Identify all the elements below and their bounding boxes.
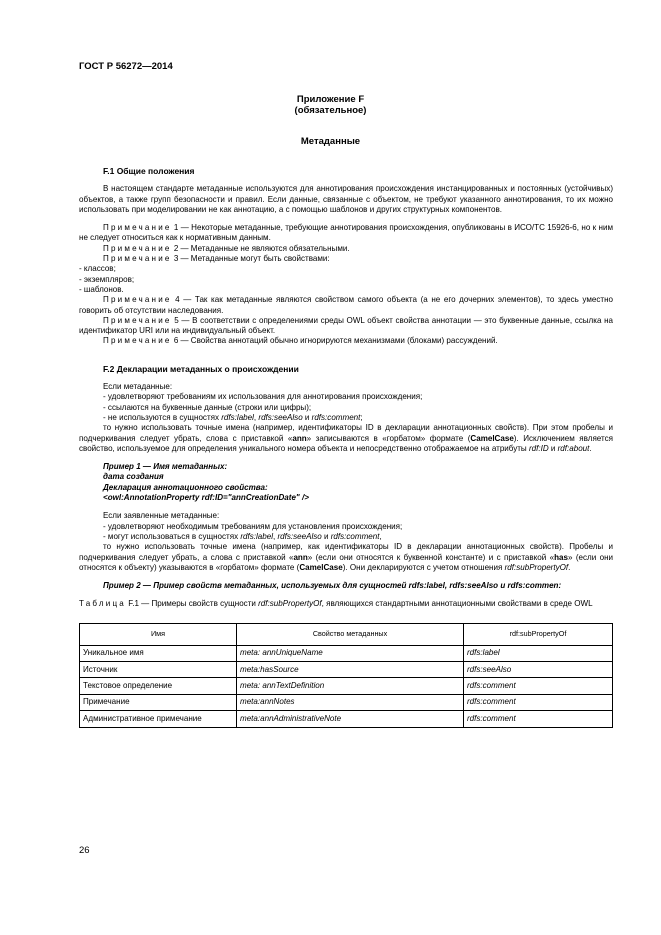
table-row: [80, 678, 613, 694]
note: [79, 254, 613, 264]
example-line: дата создания: [103, 472, 164, 482]
table-cell: Источник: [80, 662, 237, 678]
table-cell: Примечание: [80, 694, 237, 710]
paragraph: то нужно использовать точные имена (например, как идентификаторы ID в декларации аннотационных свойств). Пробелы и подчеркивания следует убрать, а слова с приставкой «ann» (если они относятся к буквенной константе) и с приставкой «has» (если они относятся к объекту) указываются в «горбатом» формате (CamelCase). Они декларируются с учетом отношения rdf:subPropertyOf.: [79, 542, 614, 572]
paragraph: Если заявленные метаданные:: [103, 511, 220, 521]
table-cell: rdfs:comment: [464, 711, 613, 727]
section-title: F.1 Общие положения: [103, 166, 195, 176]
column-header: rdf:subPropertyOf: [464, 623, 613, 645]
example-line: <owl:AnnotationProperty rdf:ID="annCreationDate" />: [103, 493, 309, 503]
note-text: 1 — Некоторые метаданные, требующие аннотирования происхождения, опубликованы в ИСО/ТС 15926-6, но к ним не следует относиться как к нормативным данным.: [79, 223, 613, 243]
column-header: Свойство метаданных: [237, 623, 464, 645]
list-item: - классов;: [79, 264, 116, 274]
list-item: - экземпляров;: [79, 274, 135, 284]
paragraph: то нужно использовать точные имена (например, идентификаторы ID в декларации аннотационных свойств). При этом пробелы и подчеркивания следует убрать, слова с приставкой «ann» записываются в «горбатом» формате (CamelCase). Исключением является свойство, используемое для определения уникального номера объекта и непосредственно отображаемое на атрибуты rdf:ID и rdf:about.: [79, 423, 613, 453]
list-item: - не используются в сущностях rdfs:label, rdfs:seeAlso и rdfs:comment;: [103, 412, 363, 422]
note-label: Примечание: [103, 315, 172, 325]
note: [79, 244, 613, 254]
example-line: Декларация аннотационного свойства:: [103, 482, 268, 492]
metadata-table: [79, 623, 613, 728]
list-item: - ссылаются на буквенные данные (строки или цифры);: [103, 402, 312, 412]
note-label: Примечание: [103, 254, 172, 264]
table-cell: meta:hasSource: [237, 662, 464, 678]
paragraph: Если метаданные:: [103, 382, 173, 392]
list-item: - шаблонов.: [79, 284, 124, 294]
table-cell: rdfs:comment: [464, 694, 613, 710]
paragraph: В настоящем стандарте метаданные используются для аннотирования происхождения инстанцированных и постоянных (устойчивых) объектов, а также групп безопасности и правил. Если данные, связанные с объектом, не требуют указанного аннотирования, то их можно использовать при моделировании не как аннотацию, а с помощью шаблонов и других структурных компонентов.: [79, 184, 613, 214]
table-cell: Текстовое определение: [80, 678, 237, 694]
annex-title: Приложение F: [296, 94, 365, 105]
list-item: - могут использоваться в сущностях rdfs:label, rdfs:seeAlso и rdfs:comment,: [103, 531, 382, 541]
note-text: 2 — Метаданные не являются обязательными.: [171, 243, 350, 253]
list-item: - удовлетворяют требованиям их использования для аннотирования происхождения;: [103, 392, 423, 402]
table-cell: meta: annTextDefinition: [237, 678, 464, 694]
note-text: 3 — Метаданные могут быть свойствами:: [171, 254, 330, 264]
body-text: [79, 166, 613, 728]
note-text: 4 — Так как метаданные являются свойством самого объекта (а не его дочерних элементов), то здесь уместно говорить об отсутствии наследования.: [79, 295, 613, 315]
annex-heading: Метаданные: [300, 136, 361, 147]
example-line: Пример 1 — Имя метаданных:: [103, 462, 228, 472]
example-2: Пример 2 — Пример свойств метаданных, используемых для сущностей rdfs:label, rdfs:seeAlso и rdfs:commen:: [103, 581, 562, 591]
note-text: 6 — Свойства аннотаций обычно игнорируются механизмами (блоками) рассуждений.: [171, 336, 498, 346]
note-label: Примечание: [103, 295, 172, 305]
table-cell: rdfs:label: [464, 645, 613, 661]
table-caption: Таблица F.1 — Примеры свойств сущности rdf:subPropertyOf, являющихся стандартными аннотационными свойствами в среде OWL: [79, 599, 593, 609]
table-cell: rdfs:comment: [464, 678, 613, 694]
table-row: [80, 694, 613, 710]
note: [79, 336, 613, 346]
table-cell: Административное примечание: [80, 711, 237, 727]
note-label: Примечание: [103, 243, 172, 253]
table-cell: rdfs:seeAlso: [464, 662, 613, 678]
note: [79, 295, 613, 316]
annex-subtitle: (обязательное): [294, 105, 367, 116]
table-row: [80, 711, 613, 727]
note: [79, 316, 613, 337]
note-text: 5 — В соответствии с определениями среды OWL объект свойства аннотации — это буквенные данные, ссылка на идентификатор URI или на индивидуальный объект.: [79, 315, 613, 336]
table-cell: meta:annAdministrativeNote: [237, 711, 464, 727]
table-header-row: [80, 623, 613, 645]
column-header: Имя: [80, 623, 237, 645]
table-row: [80, 662, 613, 678]
table-cell: meta:annNotes: [237, 694, 464, 710]
table-cell: meta: annUniqueName: [237, 645, 464, 661]
table-cell: Уникальное имя: [80, 645, 237, 661]
note-label: Примечание: [103, 336, 172, 346]
page-number: 26: [79, 845, 90, 856]
note: [79, 223, 613, 244]
standard-code: ГОСТ Р 56272—2014: [79, 61, 173, 72]
list-item: - удовлетворяют необходимым требованиям для установления происхождения;: [103, 521, 403, 531]
section-title: F.2 Декларации метаданных о происхождении: [103, 363, 299, 374]
table-row: [80, 645, 613, 661]
note-label: Примечание: [103, 223, 172, 233]
